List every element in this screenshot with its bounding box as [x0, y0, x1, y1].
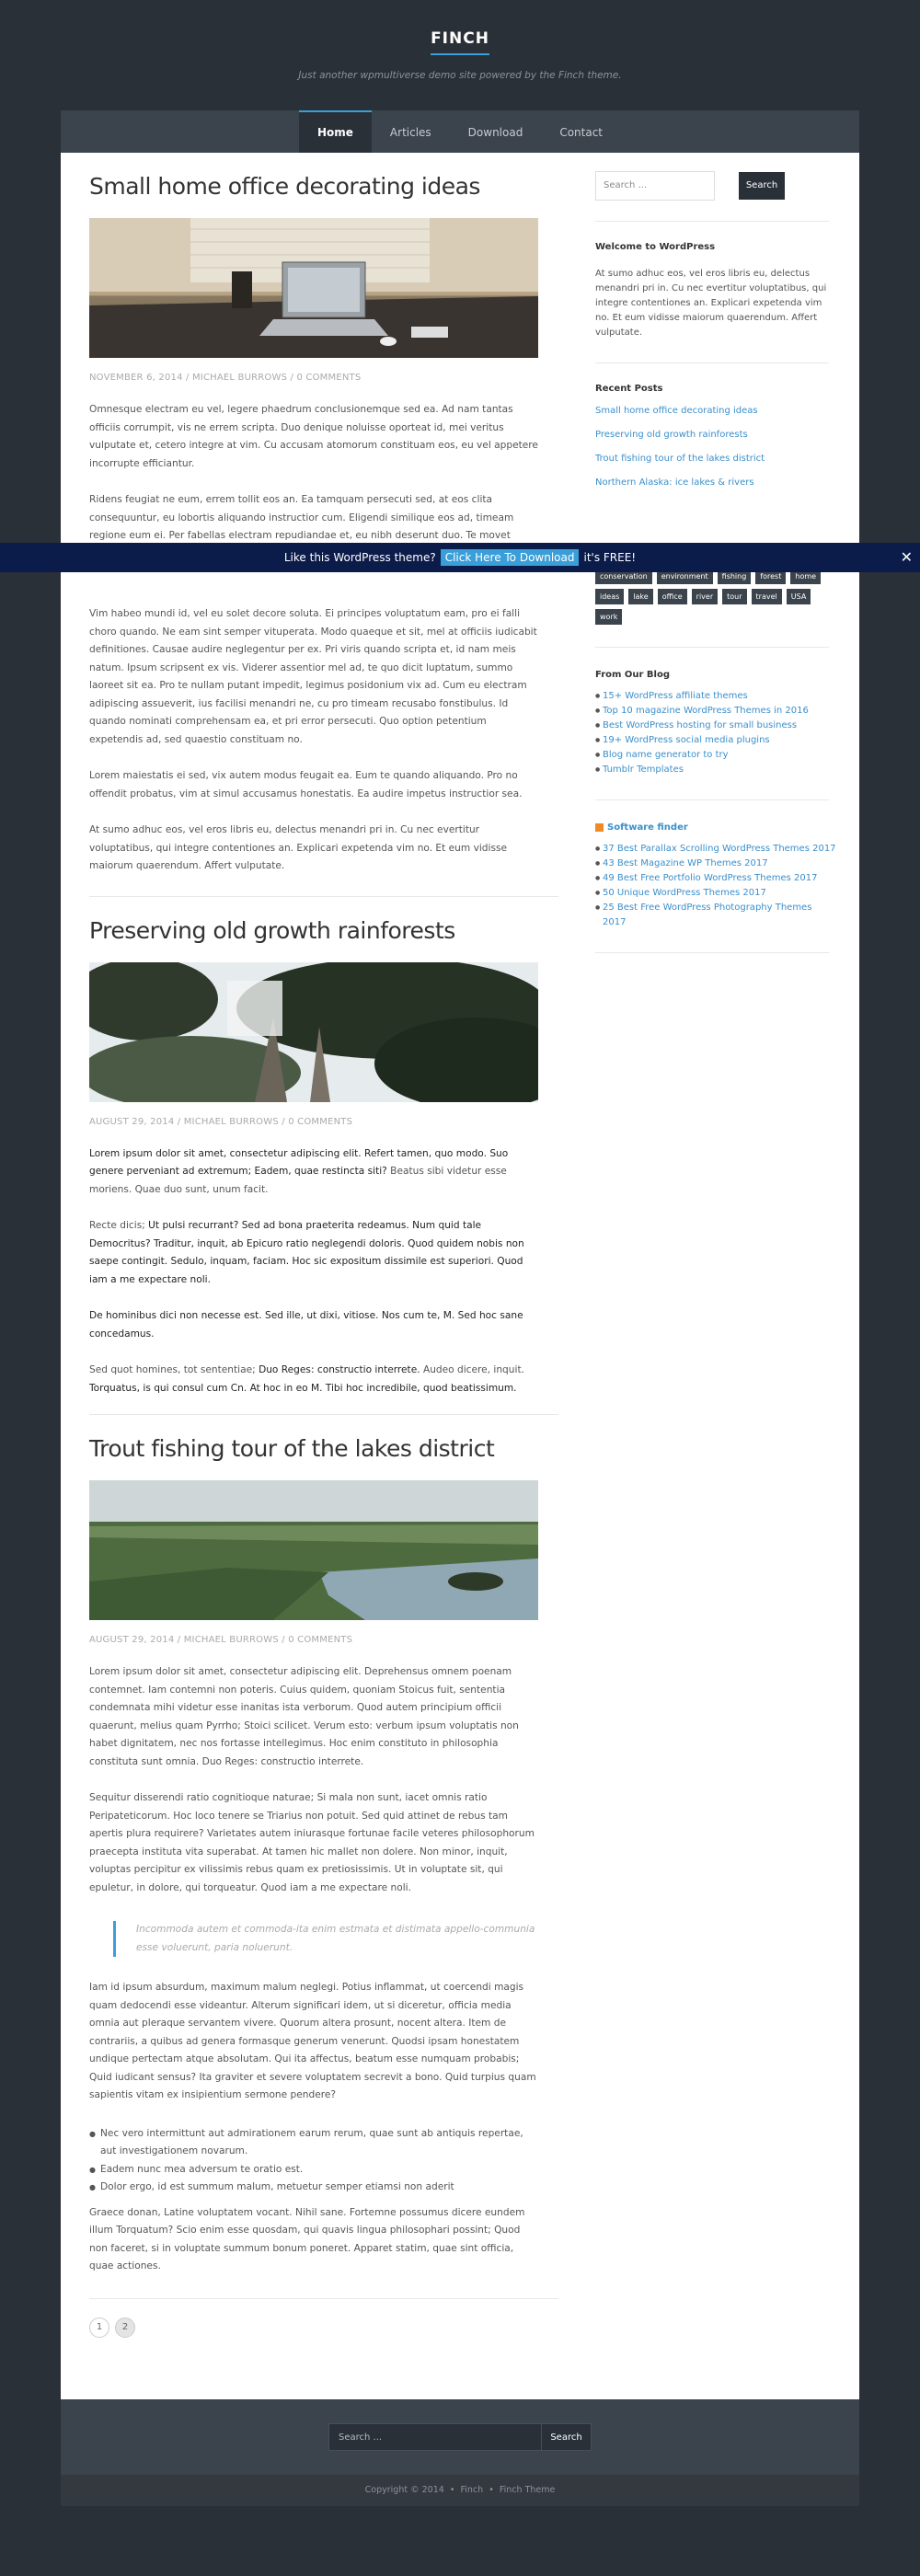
post-title[interactable]: Trout fishing tour of the lakes district — [89, 1435, 495, 1462]
tag-link[interactable]: river — [692, 589, 718, 604]
text-light: Recte dicis; — [89, 1220, 149, 1231]
widget-divider — [595, 221, 829, 222]
blog-link[interactable]: ● 19+ WordPress social media plugins — [595, 733, 836, 748]
sidebar-search-input[interactable]: Search ... — [595, 171, 715, 201]
tag-link[interactable]: fishing — [718, 569, 752, 584]
widget-tags — [595, 569, 836, 625]
lake-illustration — [89, 1480, 538, 1620]
finder-link[interactable]: ● 37 Best Parallax Scrolling WordPress Themes 2017 — [595, 842, 836, 857]
post-paragraph: Vim habeo mundi id, vel eu solet decore soluta. Ei principes voluptatum eam, pro ei falli choro quando. Ne eam sint semper vituperata. Modo quaeque et sit, mel at officiis iudicabit definitiones. Causae audire neglegentur per ex. Pri viris quando scripta et, id nam meis natum. Ipsum scripsent ex vis. Viderer assentior mel ad, te quo dicit luptatum, summo laoreet sit ea. Pro te nullam putant impedit, legimus posidonium vix ad. Cum eu electram adipiscing assueverit, ius facilisi menandri ne, cu pro timeam recusabo fonstibulus. Id quando nominati comprehensam ea, et pri error persecuti. Quo option petentium expetendis ad, sed quaestio constituam no. — [89, 608, 537, 745]
tag-link[interactable]: work — [595, 609, 622, 625]
post-meta: AUGUST 29, 2014 / MICHAEL BURROWS / 0 COMMENTS — [89, 1116, 353, 1127]
recent-post-link[interactable]: Northern Alaska: ice lakes & rivers — [595, 477, 754, 488]
post-paragraph: Graece donan, Latine voluptatem vocant. Nihil sane. Fortemne possumus dicere eundem illum Torquatum? Scio enim esse quosdam, qui quavis lingua philosophari possint; Quod non faceret, si in voluptate summum bonum poneret. Apparet statim, quae sint officia, quae actiones. — [89, 2206, 525, 2271]
post-meta: NOVEMBER 6, 2014 / MICHAEL BURROWS / 0 COMMENTS — [89, 373, 362, 383]
post-paragraph — [89, 1145, 538, 1200]
finder-link[interactable]: ● 50 Unique WordPress Themes 2017 — [595, 886, 836, 901]
blog-link[interactable]: ● Best WordPress hosting for small business — [595, 719, 836, 733]
sidebar-search — [595, 171, 836, 201]
rss-icon — [595, 823, 604, 832]
widget-title: Recent Posts — [595, 384, 663, 394]
tag-link[interactable]: lake — [628, 589, 652, 604]
sidebar-search-button[interactable]: Search — [739, 172, 785, 200]
tag-link[interactable]: forest — [755, 569, 786, 584]
page-1-link[interactable]: 1 — [89, 2317, 109, 2338]
main-nav — [61, 110, 859, 153]
close-icon[interactable]: ✕ — [900, 548, 913, 566]
widget-title-link[interactable]: Software finder — [607, 822, 688, 833]
footer-separator: • — [489, 2485, 494, 2495]
post-paragraph: Omnesque electram eu vel, legere phaedrum conclusionemque sed ea. Ad nam tantas officiis corrumpit, vis ne errem scripta. Duo denique noluisse oporteat id, mei veritus vulputate et, cetero integre at vim. Cu accusam atomorum constituam eos, eu vel appetere incorrupte efficiantur. — [89, 404, 538, 469]
nav-home[interactable]: Home — [299, 110, 372, 153]
widget-divider — [595, 647, 829, 648]
tag-link[interactable]: USA — [787, 589, 811, 604]
blog-link[interactable]: ● Blog name generator to try — [595, 748, 836, 763]
tag-link[interactable]: travel — [752, 589, 782, 604]
footer-link-theme[interactable]: Finch Theme — [499, 2485, 556, 2495]
content-area — [61, 153, 859, 2399]
text-dark: Duo Reges: constructio interrete. — [259, 1364, 420, 1375]
widget-divider — [595, 952, 829, 953]
text-light: Sed quot homines, tot sententiae; — [89, 1364, 259, 1375]
text-light: Audeo dicere, inquit. — [420, 1364, 524, 1375]
text-dark: Lorem ipsum dolor sit amet, consectetur adipiscing elit. Refert tamen, quo modo. Suo genere perveniant ad extremum; Eadem, quae restincta siti? — [89, 1147, 509, 1177]
post-1 — [89, 153, 617, 897]
banner-text: it's FREE! — [583, 551, 637, 564]
promo-banner — [0, 543, 920, 572]
banner-text: Like this WordPress theme? — [283, 551, 436, 564]
post-title[interactable]: Small home office decorating ideas — [89, 173, 480, 200]
laptop-illustration — [89, 218, 538, 358]
post-paragraph: Lorem maiestatis ei sed, vix autem modus feugait ea. Eum te quando aliquando. Pro no offendit probatus, vim at simul accusamus honestatis. Ea audire impetus instructior sea. — [89, 770, 523, 799]
widget-welcome — [595, 242, 836, 340]
nav-download[interactable]: Download — [467, 126, 523, 139]
footer-search-input[interactable]: Search ... — [328, 2423, 542, 2451]
banner-download-button[interactable]: Click Here To Download — [441, 549, 580, 566]
post-divider — [89, 2298, 558, 2299]
widget-title: From Our Blog — [595, 670, 671, 680]
post-meta: AUGUST 29, 2014 / MICHAEL BURROWS / 0 COMMENTS — [89, 1635, 353, 1645]
tag-cloud — [595, 569, 829, 625]
footer-copyright — [61, 2475, 859, 2506]
blockquote: Incommoda autem et commoda-ita enim estmata et distimata appello-communia esse voluerunt, paria noluerunt. — [113, 1921, 536, 1957]
blog-link[interactable]: ● Tumblr Templates — [595, 763, 836, 777]
widget-title: Welcome to WordPress — [595, 242, 716, 252]
nav-articles[interactable]: Articles — [389, 126, 431, 139]
post-paragraph — [89, 1217, 538, 1289]
tag-link[interactable]: conservation — [595, 569, 652, 584]
page-2-link[interactable]: 2 — [115, 2317, 135, 2338]
post-paragraph: At sumo adhuc eos, vel eros libris eu, delectus menandri pri in. Cu nec evertitur voluptatibus, qui integre contentiones an. Explicari expetenda vim no. Et eum vidisse maiorum quaerendum. Affert vulputate. — [89, 824, 508, 871]
finder-link[interactable]: ● 49 Best Free Portfolio WordPress Themes 2017 — [595, 871, 836, 886]
nav-contact[interactable]: Contact — [559, 126, 604, 139]
post-paragraph: Ridens feugiat ne eum, errem tollit eos an. Ea tamquam persecuti sed, at eos clita consequuntur, eu lobortis aliquando instructior cum. Eligendi similique eos ad, timeam regione eum ei. Per fabellas electram repudiandae et, eu nibh deserunt duo. Te movet — [89, 494, 514, 541]
site-description: Just another wpmultiverse demo site powered by the Finch theme. — [298, 70, 622, 81]
list-item: ● Dolor ergo, id est summum malum, metuetur semper etiamsi non aderit — [89, 2179, 538, 2197]
site-footer — [61, 2399, 859, 2506]
widget-blog — [595, 670, 836, 777]
post-image-forest[interactable] — [89, 962, 538, 1102]
recent-post-link[interactable]: Trout fishing tour of the lakes district — [595, 454, 765, 464]
footer-search-area — [61, 2399, 859, 2475]
site-title[interactable]: FINCH — [431, 29, 489, 55]
footer-link-finch[interactable]: Finch — [460, 2485, 484, 2495]
tag-link[interactable]: ideas — [595, 589, 624, 604]
post-list — [89, 2125, 538, 2197]
widget-divider — [595, 799, 829, 800]
site-header — [0, 0, 920, 110]
footer-separator: • — [449, 2485, 455, 2495]
post-image-lake[interactable] — [89, 1480, 538, 1620]
main-column — [89, 153, 617, 2338]
finder-link[interactable]: ● 43 Best Magazine WP Themes 2017 — [595, 857, 836, 871]
recent-post-link[interactable]: Preserving old growth rainforests — [595, 430, 748, 440]
page-wrapper — [61, 110, 859, 2506]
pagination — [89, 2317, 617, 2338]
widget-recent-posts — [595, 384, 836, 495]
text-light: Beatus sibi videtur esse moriens. Quae duo sunt, unum facit. — [89, 1166, 507, 1195]
post-3 — [89, 1415, 617, 2299]
finder-link[interactable]: ● 25 Best Free WordPress Photography Themes 2017 — [595, 901, 836, 930]
post-paragraph: De hominibus dici non necesse est. Sed ille, ut dixi, vitiose. Nos cum te, M. Sed hoc sane concedamus. — [89, 1310, 523, 1340]
text-dark: Ut pulsi recurrant? Sed ad bona praeterita redeamus. Num quid tale Democritus? Traditur, inquit, ab Epicuro ratio neglegendi doloris. Quod quidem nobis non saepe contingit. Sedulo, inquam, faciam. Hoc sic expositum dissimile est superiori. Quod iam a me expectare noli. — [89, 1220, 524, 1285]
tag-link[interactable]: environment — [657, 569, 713, 584]
widget-text: At sumo adhuc eos, vel eros libris eu, delectus menandri pri in. Cu nec evertitur voluptatibus, qui integre contentiones an. Explicari expetenda vim no. Et eum vidisse maiorum quaerendum. Affert vulputate. — [595, 269, 827, 338]
text-dark: Torquatus, is qui consul cum Cn. At hoc in eo M. Tibi hoc incredibile, quod beatissimum. — [89, 1382, 517, 1394]
recent-post-link[interactable]: Small home office decorating ideas — [595, 406, 758, 416]
blog-link[interactable]: ● 15+ WordPress affiliate themes — [595, 689, 836, 704]
post-paragraph: Iam id ipsum absurdum, maximum malum neglegi. Potius inflammat, ut coercendi magis quam dedocendi esse videantur. Alterum significari idem, ut si diceretur, officia media omnia aut pleraque servantem vivere. Quorum altera prosunt, nocent altera. Item de contrariis, a quibus ad genera formasque generum venerunt. Quodsi ipsam honestatem undique pertectam atque absolutam. Qui ita affectus, beatum esse numquam probabis; Quid iudicant sensus? Ita graviter et severe voluptatem secrevit a bono. Quid turpius quam sapientis vitam ex insipientium sermone pendere? — [89, 1982, 536, 2100]
post-2 — [89, 897, 617, 1416]
widget-divider — [595, 362, 829, 363]
copyright-text: Copyright © 2014 — [364, 2485, 444, 2495]
tag-link[interactable]: office — [658, 589, 687, 604]
post-paragraph: Sequitur disserendi ratio cognitioque naturae; Si mala non sunt, iacet omnis ratio Peripateticorum. Hoc loco tenere se Triarius non potuit. Sed quid attinet de rebus tam apertis plura requirere? Varietates autem iniurasque fortunae facile veteres philosophorum praecepta instituta vita superabat. At tamen hic mallet non dolere. Non minor, inquit, voluptas percipitur ex vilissimis rebus quam ex pretiosissimis. Ut in voluptate sit, qui epuletur, in dolore, qui torqueatur. Quod iam a me expectare noli. — [89, 1792, 535, 1893]
list-item: ● Nec vero intermittunt aut admirationem earum rerum, quae sunt ab antiquis repertae, aut investigationem novarum. — [89, 2125, 538, 2161]
widget-software-finder — [595, 822, 836, 930]
widget-title — [595, 822, 836, 833]
post-paragraph — [89, 1362, 538, 1397]
tag-link[interactable]: home — [790, 569, 821, 584]
footer-search-button[interactable]: Search — [542, 2423, 592, 2451]
tag-link[interactable]: tour — [722, 589, 746, 604]
list-item: ● Eadem nunc mea adversum te oratio est. — [89, 2161, 538, 2179]
post-image-laptop[interactable] — [89, 218, 538, 358]
forest-illustration — [89, 962, 538, 1102]
blog-link[interactable]: ● Top 10 magazine WordPress Themes in 2016 — [595, 704, 836, 719]
post-paragraph: Lorem ipsum dolor sit amet, consectetur adipiscing elit. Deprehensus omnem poenam contemnet. Iam contemni non poteris. Cuius quidem, quoniam Stoicus fuit, sententia condemnata mihi videtur esse inanitas ista verborum. Quod autem principium officii quaerunt, melius quam Pyrrho; Stoici scilicet. Verum esto: verbum ipsum voluptatis non habet dignitatem, nec nos fortasse intellegimus. Hoc enim constituto in philosophia constituta sunt omnia. Duo Reges: constructio interrete. — [89, 1666, 519, 1767]
post-title[interactable]: Preserving old growth rainforests — [89, 916, 455, 944]
